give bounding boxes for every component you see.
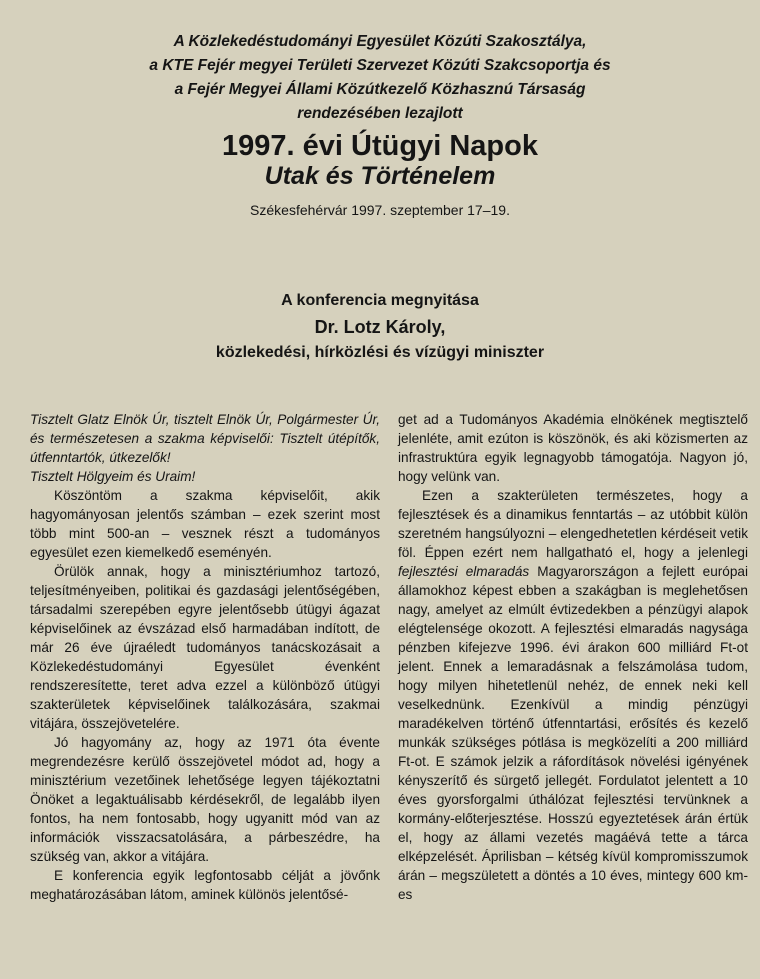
organizer-line: rendezésében lezajlott <box>297 105 463 122</box>
organizer-line: a Fejér Megyei Állami Közútkezelő Közhasznú Társaság <box>174 81 586 98</box>
section-title: A konferencia megnyitása <box>281 292 479 309</box>
paragraph-text: Ezen a szakterületen természetes, hogy a fejlesztések és a dinamikus fenntartás – az utóbbit külön szeretném hangsúlyozni – elengedhetetlen kérdéseit vetik föl. Éppen ezért nem hallgatható el, hogy a jelenlegi <box>398 488 748 560</box>
speaker-role: közlekedési, hírközlési és vízügyi miniszter <box>215 344 545 361</box>
salutation: Tisztelt Hölgyeim és Uraim! <box>30 469 196 484</box>
event-subtitle: Utak és Történelem <box>264 162 496 190</box>
event-title: 1997. évi Útügyi Napok <box>222 130 538 162</box>
event-place-date: Székesfehérvár 1997. szeptember 17–19. <box>250 202 510 218</box>
paragraph-continuation: get ad a Tudományos Akadémia elnökének megtisztelő jelenléte, amit ezúton is köszönök, és aki közismerten az infrastruktúra egyik legnagyobb támogatója. Nagyon jó, hogy velünk van. <box>398 412 748 484</box>
paragraph-text: Magyarországon a fejlett európai államokhoz képest ebben a szakágban is meglehetősen nagy, amelyet az elmúlt évtizedekben a pénzügyi alapok elégtelensége okozott. A fejlesztési elmaradás nagysága pénzben kifejezve 1996. évi árakon 600 milliárd Ft-ot jelent. Ennek a lemaradásnak a felszámolása tudom, hogy milyen hihetetlenül nehéz, de ennek neki kell veselkednünk. Ezenkívül a mindig pénzügyi maradékelven történő útfenntartási, erősítés és kezelő munkák szükséges pótlása is megközelíti a 200 milliárd Ft-ot. E számok jelzik a ráfordítások növelési igényének kényszerítő és sürgető jellegét. Fordulatot jelentett a 10 éves gyorsforgalmi úthálózat fejlesztési tervünknek a kormány-előterjesztése. Hosszú egyeztetések árán értük el, hogy az állami vezetés magáévá tette a tárca elképzelését. Áprilisban – kétség kívül kompromisszumok árán – megszületett a döntés a 10 éves, mintegy 600 km-es <box>398 564 749 902</box>
speaker-name: Dr. Lotz Károly, <box>314 317 446 337</box>
emphasized-term: fejlesztési elmaradás <box>398 564 530 579</box>
paragraph: Örülök annak, hogy a minisztériumhoz tartozó, teljesítményeiben, politikai és gazdasági jelentőségében, társadalmi szerepében egyre jelentősebb útügyi ágazat képviselőinek az évszázad első harmadában indított, de már 26 éve újraéledt tudományos tanácskozásait a Közlekedéstudományi Egyesület évenként rendszeresítette, teret adva ezzel a különböző útügyi szakterületek képviselőinek találkozására, szakmai vitájára, összejövetelére. <box>30 564 380 731</box>
paragraph: Köszöntöm a szakma képviselőit, akik hagyományosan jelentős számban – ezek szerint most több mint 500-an – vesznek részt a tudományos egyesület ezen kiemelkedő eseményén. <box>30 488 380 560</box>
salutation: Tisztelt Glatz Elnök Úr, tisztelt Elnök Úr, Polgármester Úr, és természetesen a szakma képviselői: Tisztelt útépítők, útfenntartók, útkezelők! <box>30 412 380 465</box>
opening-section-heading <box>0 288 760 366</box>
organizer-line: a KTE Fejér megyei Területi Szervezet Közúti Szakcsoportja és <box>149 57 611 74</box>
paragraph: Jó hagyomány az, hogy az 1971 óta évente megrendezésre kerülő összejövetel módot ad, hogy a minisztérium vezetőinek lehetősége legyen tájékoztatni Önöket a legaktuálisabb kérdésekről, de legalább ilyen fontos, ha nem fontosabb, hogy ugyanitt mód van az információk visszacsatolására, a párbeszédre, ha szükség van, akkor a vitájára. <box>30 735 380 864</box>
paragraph <box>398 486 748 904</box>
left-text-column <box>30 410 380 904</box>
right-text-column <box>398 410 748 904</box>
event-header <box>0 30 760 220</box>
organizer-line: A Közlekedéstudományi Egyesület Közúti Szakosztálya, <box>173 33 587 50</box>
paragraph: E konferencia egyik legfontosabb célját a jövőnk meghatározásában látom, aminek különös jelentősé- <box>30 868 380 902</box>
